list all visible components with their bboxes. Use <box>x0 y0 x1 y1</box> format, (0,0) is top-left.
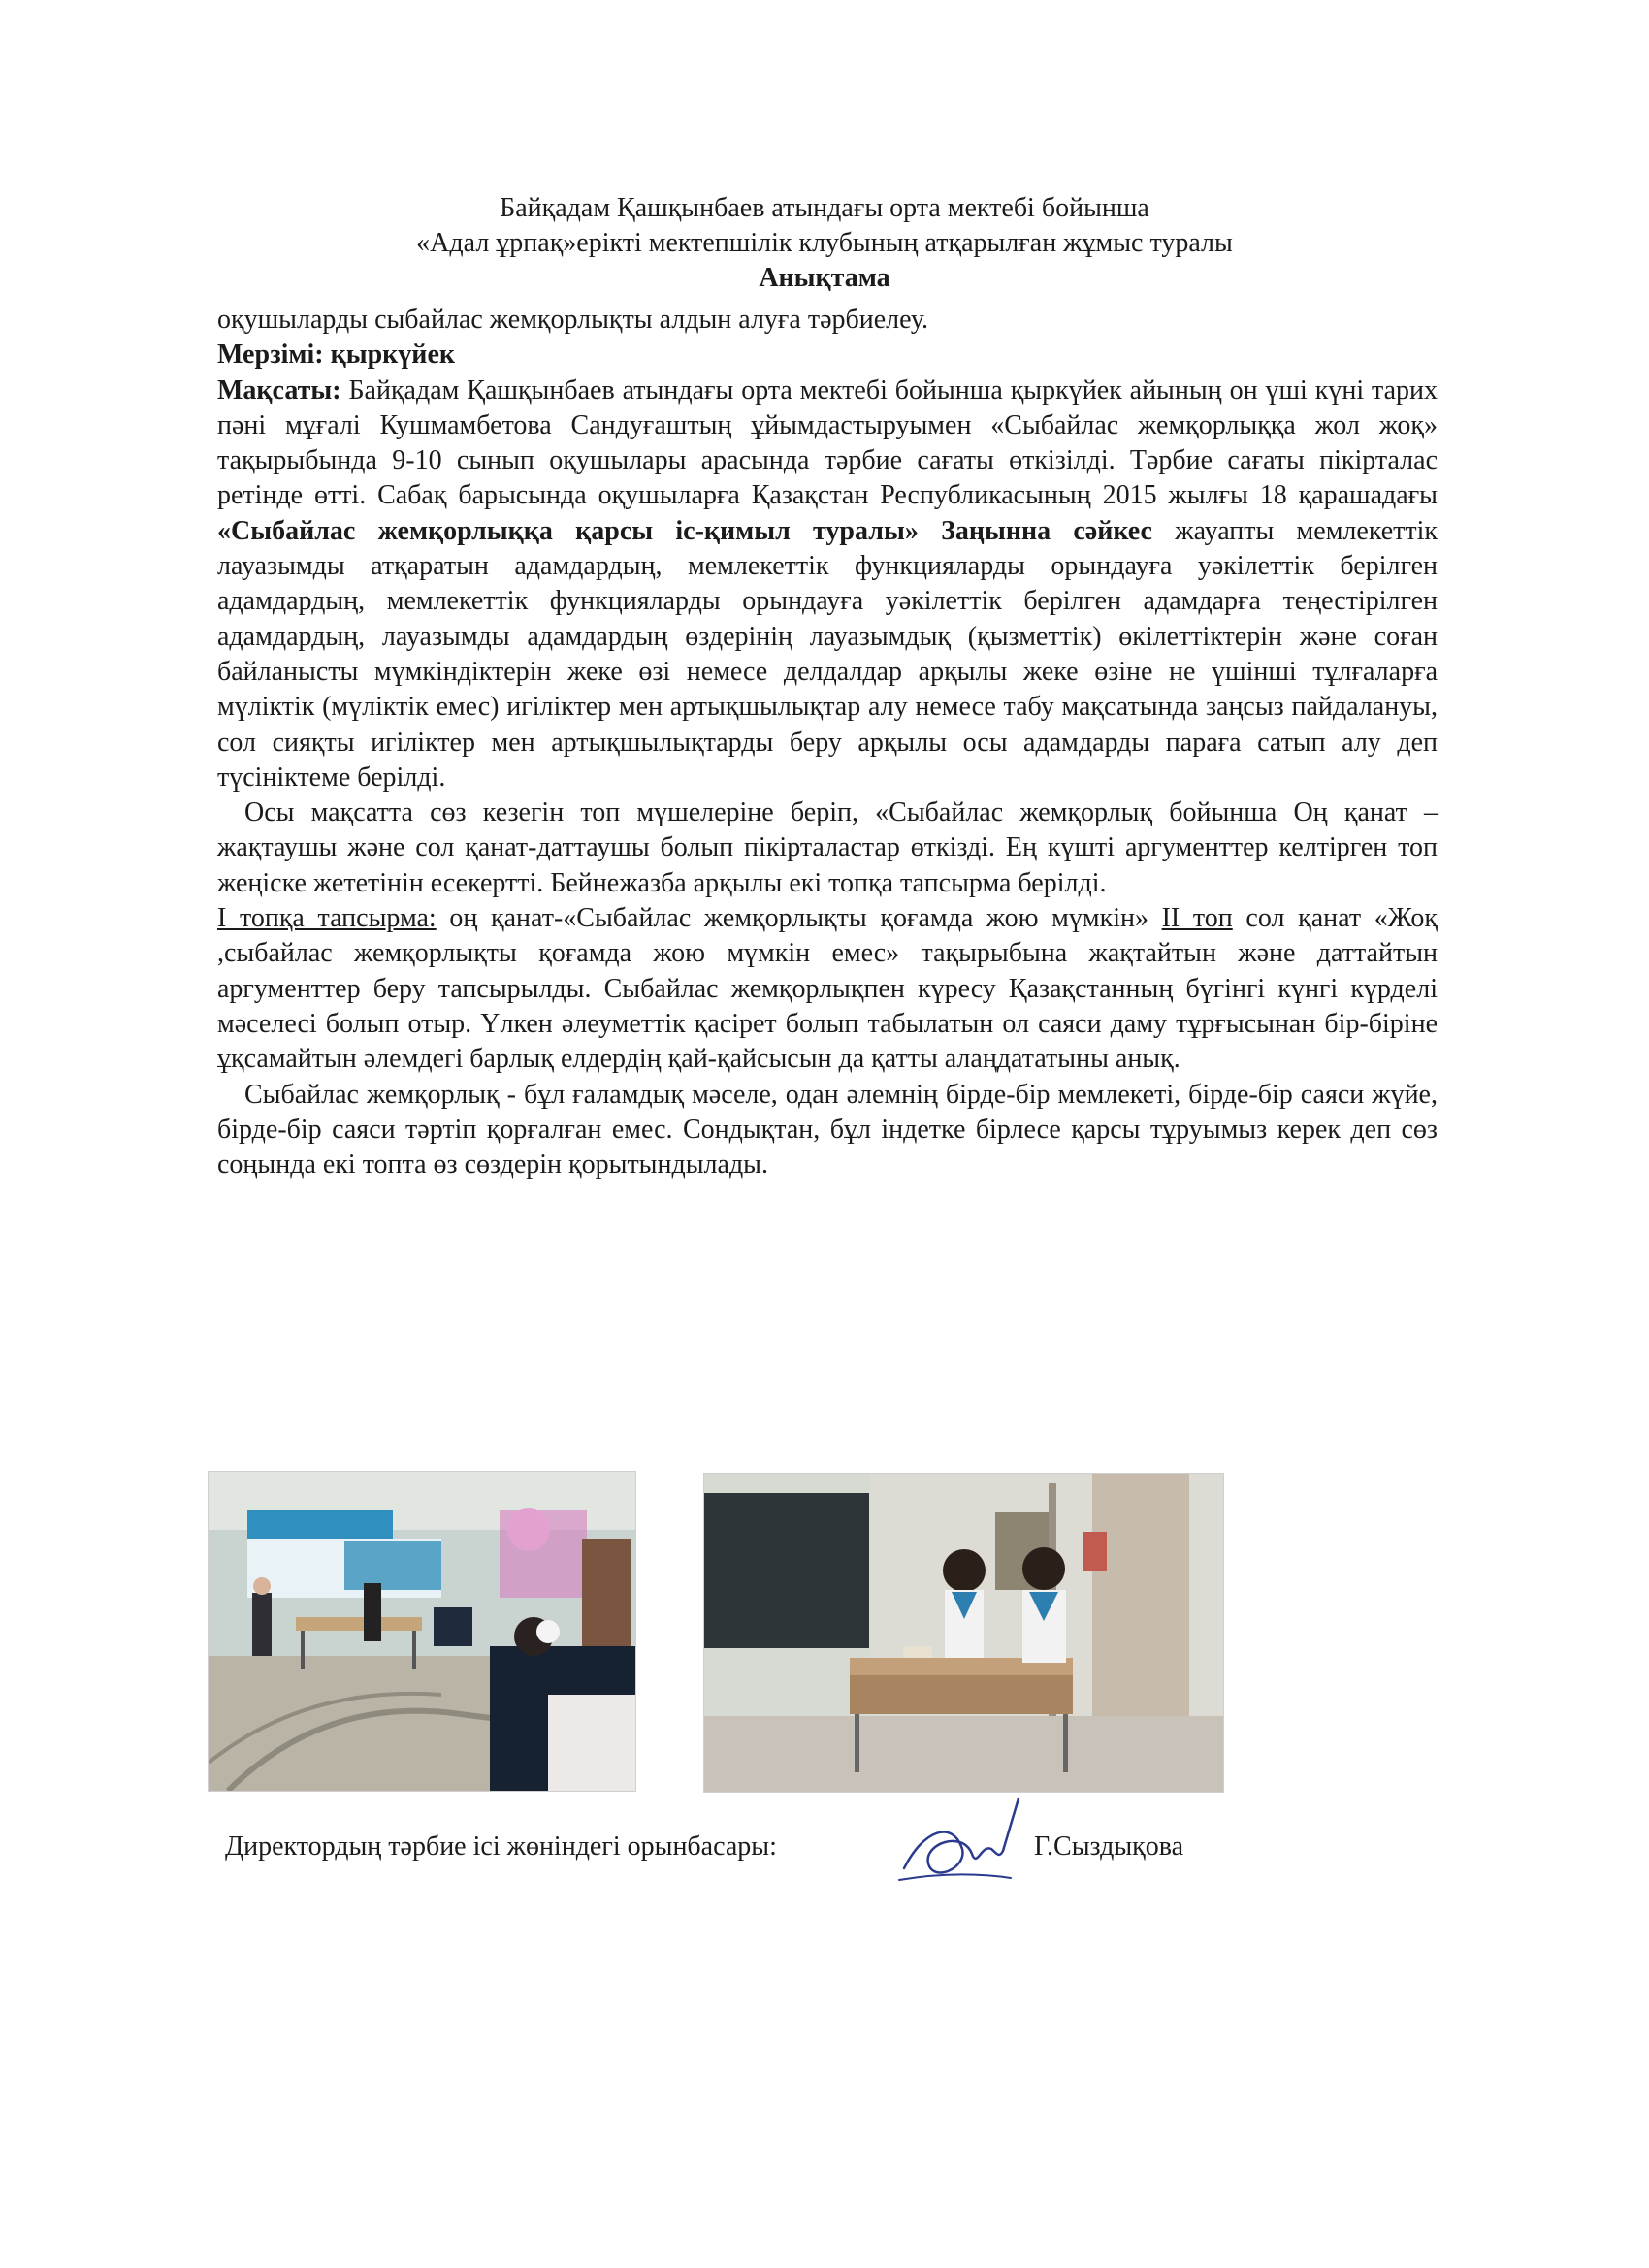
debate-paragraph: Осы мақсатта сөз кезегін топ мүшелеріне беріп, «Сыбайлас жемқорлық бойынша Оң қанат –жақтаушы және сол қанат-даттаушы болып пікірталастар өткізді. Ең күшті аргументтер келтірген топ жеңіске жететінін есекертті. Бейнежазба арқылы екі топқа тапсырма берілді. <box>217 797 1438 898</box>
goal-paragraph <box>217 373 1438 796</box>
signature-mark <box>894 1791 1030 1897</box>
classroom-photo-2 <box>703 1473 1224 1793</box>
task1-text: оң қанат-«Сыбайлас жемқорлықты қоғамда жою мүмкін» <box>436 903 1162 934</box>
document-title: Анықтама <box>759 263 890 293</box>
document-header <box>175 191 1474 296</box>
conclusion-paragraph: Сыбайлас жемқорлық - бұл ғаламдық мәселе, одан әлемнің бірде-бір мемлекеті, бірде-бір саяси жүйе, бірде-бір саяси тәртіп қорғалған емес. Сондықтан, бұл індетке бірлесе қарсы тұруымыз керек деп сөз соңында екі топта өз сөздерін қорытындылады. <box>217 1079 1438 1181</box>
goal-label: Мақсаты: <box>217 374 341 405</box>
term-line: Мерзімі: қыркүйек <box>217 340 455 371</box>
signatory-name: Г.Сыздықова <box>1034 1831 1184 1862</box>
task2-text: сол қанат «Жоқ ,сыбайлас жемқорлықты қоғамда жою мүмкін емес» тақырыбына жақтайтын және даттайтын аргументтер беру тапсырылды. Сыбайлас жемқорлықпен күресу Қазақстанның бүгінгі күнгі күрделі мәселесі болып отыр. Үлкен әлеуметтік қасірет болып табылатын ол саяси даму тұрғысынан бір-біріне ұқсамайтын әлемдегі барлық елдердің қай-қайсысын да қатты алаңдататыны анық. <box>217 903 1438 1075</box>
goal-text-part-1: Байқадам Қашқынбаев атындағы орта мектебі бойынша қыркүйек айының он үші күні тарих пәні мұғалі Кушмамбетова Сандуғаштың ұйымдастыруымен «Сыбайлас жемқорлыққа жол жоқ» тақырыбында 9-10 сынып оқушылары арасында тәрбие сағаты өткізілді. Тәрбие сағаты пікірталас ретінде өтті. Сабақ барысында оқушыларға Қазақстан Республикасының 2015 жылғы 18 қарашадағы <box>217 374 1438 511</box>
header-school-line: Байқадам Қашқынбаев атындағы орта мектебі бойынша <box>500 193 1149 223</box>
task2-label: ІІ топ <box>1161 903 1233 934</box>
header-club-line: «Адал ұрпақ»ерікті мектепшілік клубының атқарылған жұмыс туралы <box>416 228 1233 258</box>
signature-block <box>225 1830 1234 1907</box>
classroom-photo-1 <box>208 1471 636 1792</box>
law-title: «Сыбайлас жемқорлыққа қарсы іс-қимыл туралы» Заңынна сәйкес <box>217 515 1152 546</box>
task1-label: І топқа тапсырма: <box>217 903 436 934</box>
tasks-paragraph <box>217 901 1438 1077</box>
signatory-position: Директордың тәрбие ісі жөніндегі орынбасары: <box>225 1831 777 1862</box>
document-body <box>217 303 1438 1183</box>
goal-text-part-2: жауапты мемлекеттік лауазымды атқаратын адамдардың, мемлекеттік функцияларды орындауға уәкілеттік берілген адамдардың, мемлекеттік функцияларды орындауға уәкілеттік берілген адамдарға теңестірілген адамдардың, лауазымды адамдардың өздерінің лауазымдық (қызметтік) өкілеттіктерін және соған байланысты мүмкіндіктерін жеке өзі немесе делдалдар арқылы жеке өзіне не үшінші тұлғаларға мүліктік (мүліктік емес) игіліктер мен артықшылықтар алу немесе табу мақсатында заңсыз пайдалануы, сол сияқты игіліктер мен артықшылықтарды беру арқылы осы адамдарды параға сатып алу деп түсініктеме берілді. <box>217 515 1439 793</box>
intro-paragraph: оқушыларды сыбайлас жемқорлықты алдын алуға тәрбиелеу. <box>217 305 929 335</box>
